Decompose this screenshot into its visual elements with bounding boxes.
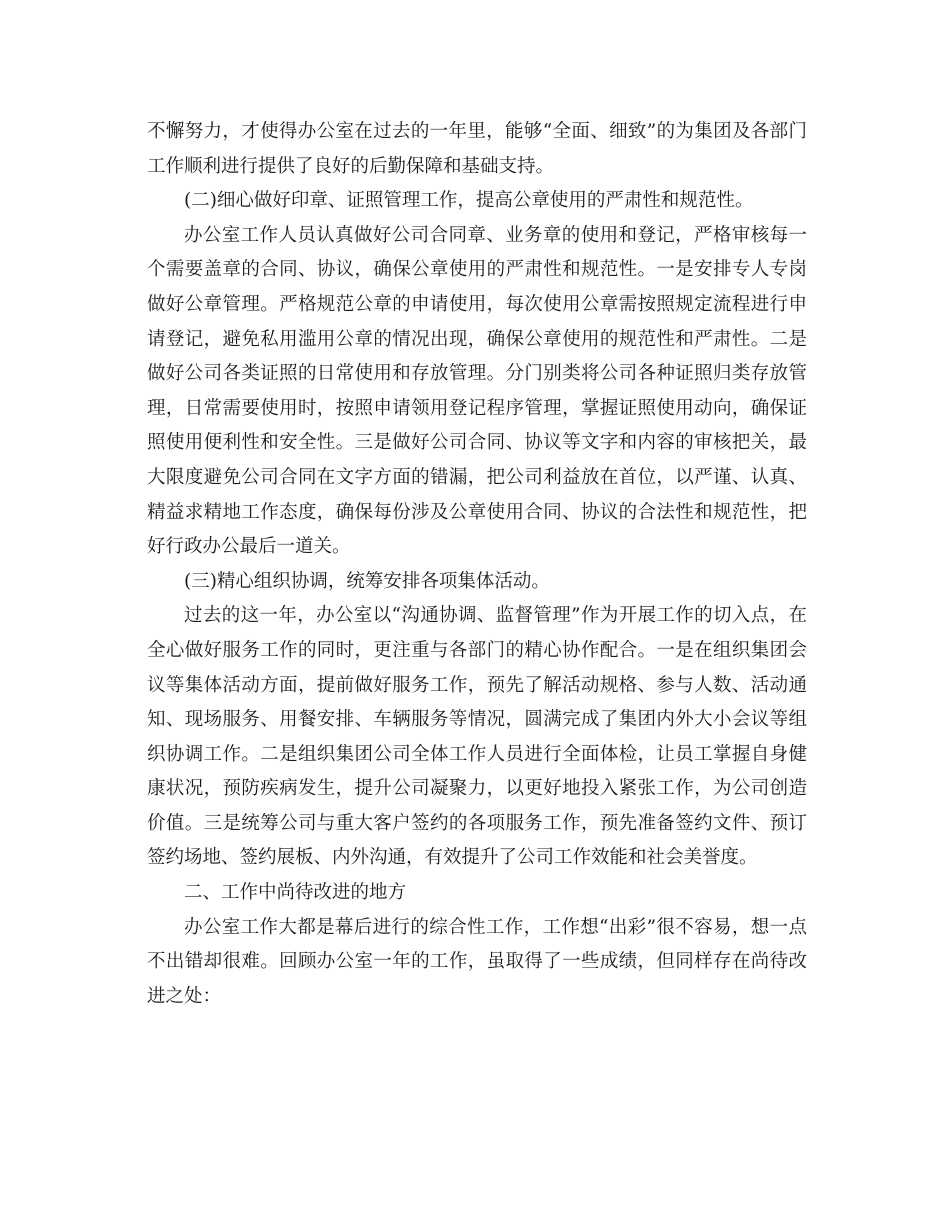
document-body — [147, 115, 807, 1014]
subheading-seal-management: (二)细心做好印章、证照管理工作，提高公章使用的严肃性和规范性。 — [184, 190, 754, 212]
paragraph-continued: 不懈努力，才使得办公室在过去的一年里，能够“全面、细致”的为集团及各部门工作顺利进行提供了良好的后勤保障和基础支持。 — [147, 121, 807, 177]
paragraph-improvements: 办公室工作大都是幕后进行的综合性工作，工作想“出彩”很不容易，想一点不出错却很难。回顾办公室一年的工作，虽取得了一些成绩，但同样存在尚待改进之处： — [147, 916, 807, 1007]
section-heading-improvements: 二、工作中尚待改进的地方 — [184, 882, 407, 904]
subheading-collective-activities: (三)精心组织协调，统筹安排各项集体活动。 — [184, 570, 550, 592]
paragraph-seal-management: 办公室工作人员认真做好公司合同章、业务章的使用和登记，严格审核每一个需要盖章的合同、协议，确保公章使用的严肃性和规范性。一是安排专人专岗做好公章管理。严格规范公章的申请使用，每次使用公章需按照规定流程进行申请登记，避免私用滥用公章的情况出现，确保公章使用的规范性和严肃性。二是做好公司各类证照的日常使用和存放管理。分门别类将公司各种证照归类存放管理，日常需要使用时，按照申请领用登记程序管理，掌握证照使用动向，确保证照使用便利性和安全性。三是做好公司合同、协议等文字和内容的审核把关，最大限度避免公司合同在文字方面的错漏，把公司利益放在首位，以严谨、认真、精益求精地工作态度，确保每份涉及公章使用合同、协议的合法性和规范性，把好行政办公最后一道关。 — [147, 224, 807, 558]
paragraph-collective-activities: 过去的这一年，办公室以“沟通协调、监督管理”作为开展工作的切入点，在全心做好服务工作的同时，更注重与各部门的精心协作配合。一是在组织集团会议等集体活动方面，提前做好服务工作，预先了解活动规格、参与人数、活动通知、现场服务、用餐安排、车辆服务等情况，圆满完成了集团内外大小会议等组织协调工作。二是组织集团公司全体工作人员进行全面体检，让员工掌握自身健康状况，预防疾病发生，提升公司凝聚力，以更好地投入紧张工作，为公司创造价值。三是统筹公司与重大客户签约的各项服务工作，预先准备签约文件、预订签约场地、签约展板、内外沟通，有效提升了公司工作效能和社会美誉度。 — [147, 605, 807, 869]
